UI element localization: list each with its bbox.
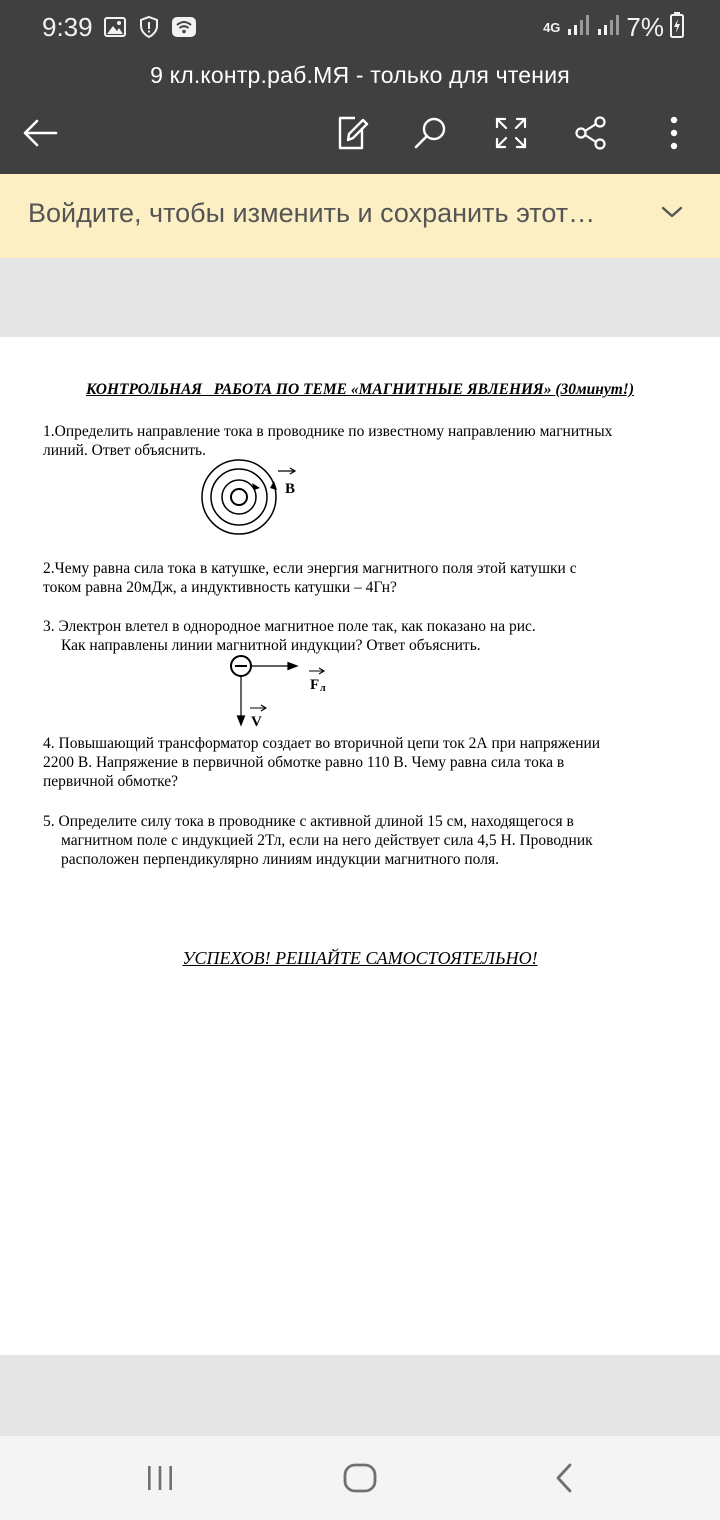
- force-arrow: [251, 663, 297, 670]
- status-time: 9:39: [42, 12, 93, 42]
- vector-b-label: B: [285, 481, 296, 497]
- gallery-icon: [103, 15, 127, 44]
- wifi-icon: [171, 15, 197, 44]
- question-4-line-2: 2200 В. Напряжение в первичной обмотке равно 110 В. Чему равна сила тока в: [43, 754, 565, 771]
- battery-charging-icon: [670, 12, 684, 43]
- velocity-vector-mark: [250, 705, 266, 711]
- share-icon[interactable]: [571, 113, 611, 153]
- edit-icon[interactable]: [332, 113, 372, 153]
- question-5-line-3: расположен перпендикулярно линиям индукции магнитного поля.: [61, 851, 499, 868]
- field-line-inner: [222, 480, 256, 514]
- shield-icon: [137, 15, 161, 44]
- velocity-arrow: [238, 676, 245, 725]
- recent-apps-icon[interactable]: [136, 1458, 184, 1498]
- question-5-line-1: 5. Определите силу тока в проводнике с активной длиной 15 см, находящегося в: [43, 813, 574, 830]
- document-title: 9 кл.контр.раб.МЯ - только для чтения: [150, 62, 570, 88]
- field-line-middle: [211, 469, 267, 525]
- velocity-label: V: [251, 714, 262, 730]
- question-5-line-2: магнитном поле с индукцией 2Тл, если на него действует сила 4,5 Н. Проводник: [61, 832, 593, 849]
- chevron-down-icon[interactable]: [660, 204, 684, 225]
- signin-banner-text: Войдите, чтобы изменить и сохранить этот…: [28, 198, 596, 228]
- question-1-line-1: 1.Определить направление тока в проводнике по известному направлению магнитных: [43, 423, 613, 440]
- app-toolbar: [0, 56, 720, 174]
- question-5: [43, 812, 593, 869]
- signal-icon-secondary: [596, 13, 620, 42]
- fullscreen-icon[interactable]: [491, 113, 531, 153]
- signin-banner[interactable]: [0, 174, 720, 258]
- electron-figure: [225, 655, 345, 731]
- status-notification-icons: [103, 15, 197, 44]
- back-icon[interactable]: [540, 1458, 588, 1498]
- question-1-line-2: линий. Ответ объяснить.: [43, 442, 206, 459]
- system-nav-bar: [0, 1436, 720, 1520]
- document-heading: КОНТРОЛЬНАЯ РАБОТА ПО ТЕМЕ «МАГНИТНЫЕ ЯВЛЕНИЯ» (30минут!): [86, 381, 634, 398]
- magnetic-field-circles-figure: [196, 457, 316, 537]
- conductor: [231, 489, 247, 505]
- force-label: F: [310, 677, 320, 693]
- force-label-subscript: л: [320, 683, 326, 694]
- question-3: [43, 617, 536, 655]
- status-right-group: [543, 12, 684, 43]
- question-4-line-3: первичной обмотке?: [43, 773, 179, 790]
- question-1: [43, 422, 612, 460]
- question-2: [43, 559, 577, 597]
- document-page: [0, 337, 720, 1355]
- battery-percent: 7%: [626, 12, 664, 42]
- question-4: [43, 734, 600, 791]
- home-icon[interactable]: [336, 1458, 384, 1498]
- search-icon[interactable]: [410, 113, 450, 153]
- field-line-outer: [202, 460, 276, 534]
- network-type-label: 4G: [543, 20, 561, 35]
- question-4-line-1: 4. Повышающий трансформатор создает во вторичной цепи ток 2А при напряжении: [43, 735, 601, 752]
- force-vector-mark: [309, 668, 324, 674]
- field-arrow-2: [270, 481, 277, 490]
- question-2-line-1: 2.Чему равна сила тока в катушке, если энергия магнитного поля этой катушки с: [43, 560, 577, 577]
- question-2-line-2: током равна 20мДж, а индуктивность катушки – 4Гн?: [43, 579, 397, 596]
- question-3-line-2: Как направлены линии магнитной индукции? Ответ объяснить.: [61, 637, 481, 654]
- question-3-line-1: 3. Электрон влетел в однородное магнитное поле так, как показано на рис.: [43, 618, 536, 635]
- status-bar: [0, 0, 720, 56]
- signal-icon: [566, 13, 590, 42]
- closing-message: УСПЕХОВ! РЕШАЙТЕ САМОСТОЯТЕЛЬНО!: [182, 948, 538, 968]
- more-icon[interactable]: [654, 113, 694, 153]
- back-arrow-icon[interactable]: [20, 113, 60, 153]
- vector-arrow: [278, 468, 295, 474]
